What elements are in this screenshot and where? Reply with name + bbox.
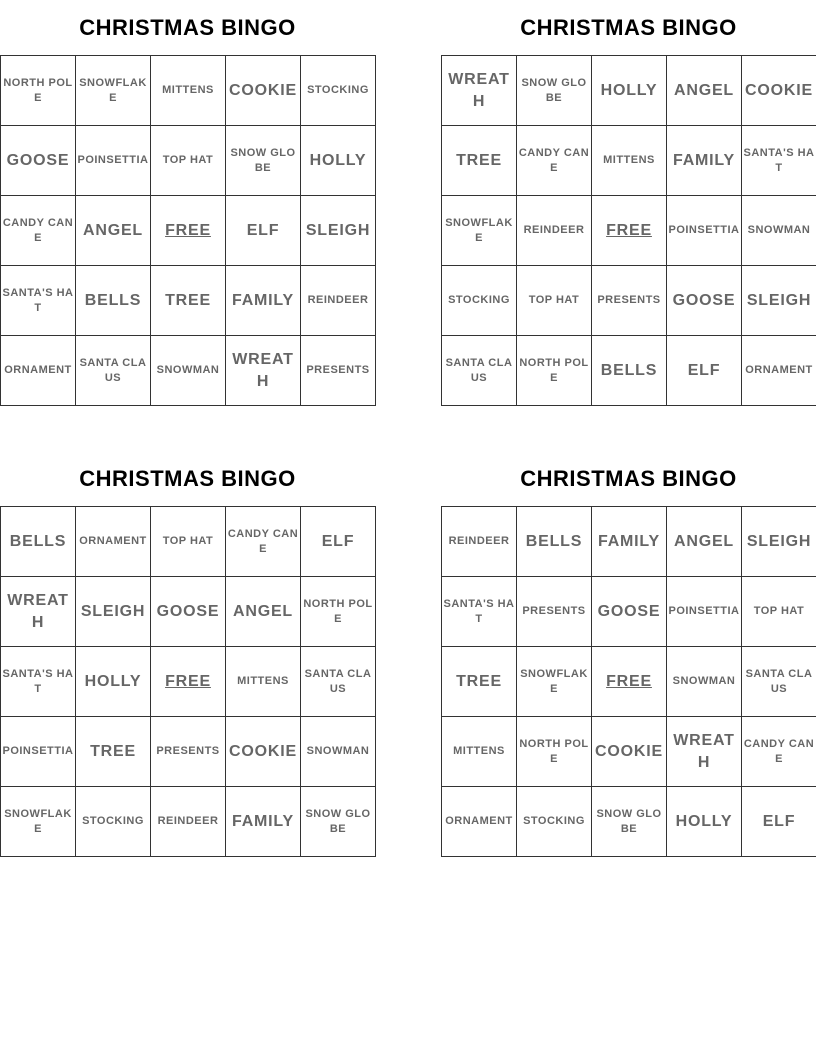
free-space-cell: FREE [592,196,667,266]
bingo-cell: SNOW GLOBE [301,787,376,857]
bingo-cell: SNOWMAN [667,647,742,717]
bingo-cell: HOLLY [76,647,151,717]
bingo-cell: STOCKING [442,266,517,336]
bingo-cell: SLEIGH [742,266,816,336]
bingo-cell: REINDEER [442,507,517,577]
bingo-cell: TOP HAT [517,266,592,336]
bingo-cell: GOOSE [1,126,76,196]
bingo-cell: SANTA CLAUS [76,336,151,406]
bingo-cell: SANTA CLAUS [442,336,517,406]
bingo-cell: ELF [742,787,816,857]
card-title: CHRISTMAS BINGO [520,466,737,491]
bingo-cell: SLEIGH [76,577,151,647]
bingo-cell: BELLS [1,507,76,577]
bingo-cell: TREE [151,266,226,336]
bingo-cell: SANTA'S HAT [742,126,816,196]
bingo-grid [0,55,376,406]
bingo-cell: NORTH POLE [517,336,592,406]
bingo-cell: POINSETTIA [667,577,742,647]
bingo-cell: SNOWMAN [301,717,376,787]
bingo-cell: ORNAMENT [1,336,76,406]
bingo-cell: TOP HAT [151,507,226,577]
bingo-cell: ELF [667,336,742,406]
bingo-cell: MITTENS [442,717,517,787]
bingo-cell: GOOSE [592,577,667,647]
bingo-cell: POINSETTIA [76,126,151,196]
bingo-cell: ANGEL [667,56,742,126]
bingo-grid [441,55,816,406]
bingo-cell: SANTA'S HAT [442,577,517,647]
bingo-cell: MITTENS [592,126,667,196]
bingo-cell: HOLLY [667,787,742,857]
bingo-cell: SNOWFLAKE [517,647,592,717]
bingo-cell: SNOW GLOBE [226,126,301,196]
bingo-cell: PRESENTS [592,266,667,336]
free-space-cell: FREE [151,647,226,717]
bingo-cell: STOCKING [517,787,592,857]
bingo-cell: CANDY CANE [1,196,76,266]
bingo-cell: COOKIE [592,717,667,787]
bingo-cell: BELLS [517,507,592,577]
bingo-cell: ORNAMENT [442,787,517,857]
bingo-cell: TOP HAT [742,577,816,647]
bingo-cell: PRESENTS [151,717,226,787]
bingo-cell: ANGEL [226,577,301,647]
bingo-cell: POINSETTIA [667,196,742,266]
bingo-cell: GOOSE [151,577,226,647]
bingo-cell: NORTH POLE [517,717,592,787]
bingo-cell: SNOW GLOBE [592,787,667,857]
bingo-cell: SNOWFLAKE [1,787,76,857]
bingo-cell: COOKIE [226,56,301,126]
bingo-cell: STOCKING [76,787,151,857]
bingo-cell: FAMILY [667,126,742,196]
bingo-cell: ANGEL [76,196,151,266]
bingo-cell: FAMILY [226,266,301,336]
bingo-cell: HOLLY [592,56,667,126]
bingo-cell: SANTA CLAUS [301,647,376,717]
bingo-cell: SANTA'S HAT [1,266,76,336]
bingo-cell: SANTA'S HAT [1,647,76,717]
bingo-cell: TREE [76,717,151,787]
bingo-cell: COOKIE [742,56,816,126]
bingo-cell: PRESENTS [517,577,592,647]
bingo-cell: FAMILY [226,787,301,857]
bingo-cell: HOLLY [301,126,376,196]
bingo-cell: ORNAMENT [742,336,816,406]
bingo-cell: SNOWFLAKE [76,56,151,126]
card-title: CHRISTMAS BINGO [79,15,296,40]
bingo-grid [0,506,376,857]
bingo-cell: SLEIGH [742,507,816,577]
bingo-cell: WREATH [442,56,517,126]
bingo-cell: SNOW GLOBE [517,56,592,126]
bingo-cell: SANTA CLAUS [742,647,816,717]
bingo-cell: MITTENS [226,647,301,717]
bingo-cell: WREATH [226,336,301,406]
bingo-cell: BELLS [76,266,151,336]
bingo-cell: REINDEER [301,266,376,336]
bingo-cell: TREE [442,126,517,196]
bingo-cell: NORTH POLE [1,56,76,126]
bingo-cell: WREATH [1,577,76,647]
bingo-cell: TREE [442,647,517,717]
bingo-cell: ANGEL [667,507,742,577]
bingo-cell: ELF [301,507,376,577]
bingo-cell: REINDEER [517,196,592,266]
bingo-cell: WREATH [667,717,742,787]
bingo-cell: SNOWMAN [742,196,816,266]
free-space-cell: FREE [592,647,667,717]
card-title: CHRISTMAS BINGO [79,466,296,491]
free-space-cell: FREE [151,196,226,266]
bingo-cell: NORTH POLE [301,577,376,647]
bingo-cell: STOCKING [301,56,376,126]
bingo-cell: CANDY CANE [226,507,301,577]
bingo-cell: ORNAMENT [76,507,151,577]
bingo-cell: CANDY CANE [517,126,592,196]
bingo-cell: BELLS [592,336,667,406]
bingo-cell: ELF [226,196,301,266]
bingo-cell: SNOWFLAKE [442,196,517,266]
bingo-cell: PRESENTS [301,336,376,406]
bingo-cell: COOKIE [226,717,301,787]
bingo-cell: SNOWMAN [151,336,226,406]
bingo-cell: SLEIGH [301,196,376,266]
card-title: CHRISTMAS BINGO [520,15,737,40]
bingo-cell: FAMILY [592,507,667,577]
bingo-cell: GOOSE [667,266,742,336]
bingo-cell: POINSETTIA [1,717,76,787]
bingo-cell: CANDY CANE [742,717,816,787]
bingo-cell: REINDEER [151,787,226,857]
bingo-cell: MITTENS [151,56,226,126]
bingo-cell: TOP HAT [151,126,226,196]
bingo-grid [441,506,816,857]
